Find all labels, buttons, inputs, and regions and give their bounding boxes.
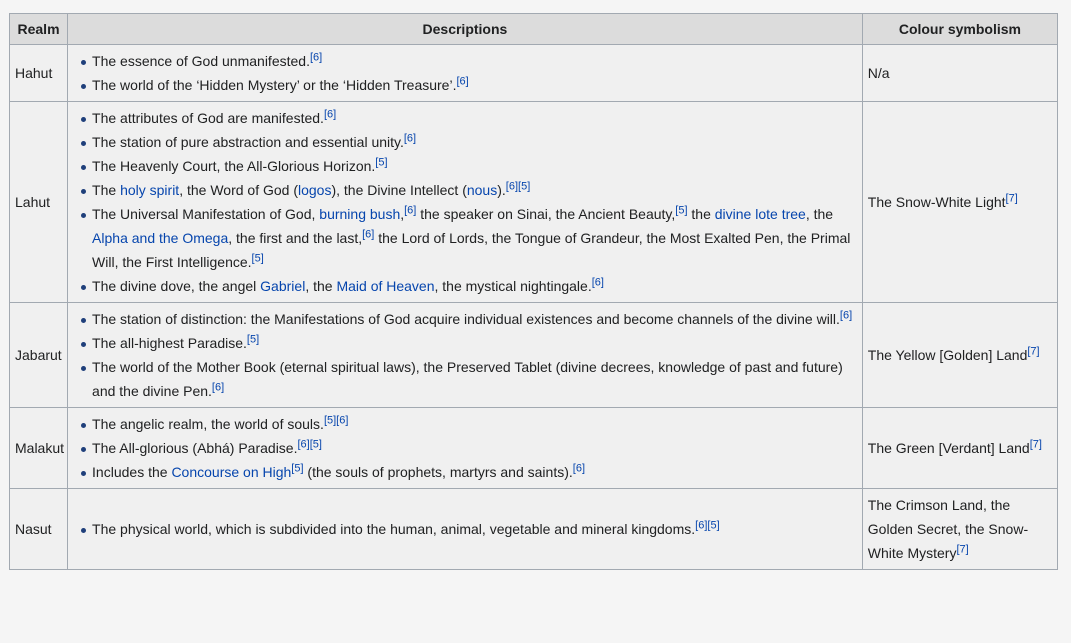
descriptions-cell — [68, 45, 863, 102]
citation — [707, 519, 719, 531]
citation-link[interactable]: [5] — [675, 204, 688, 217]
list-item — [92, 307, 857, 331]
text-segment: the Lord of Lords, the Tongue of Grandeur, the Most Exalted Pen, the Primal Will, the First Intelligence. — [92, 230, 851, 270]
text-segment: The station of distinction: the Manifestations of God acquire individual existences and become channels of the divine will. — [92, 311, 840, 327]
citation — [291, 462, 303, 474]
citation — [252, 252, 264, 264]
list-item — [92, 355, 857, 403]
citation-link[interactable]: [7] — [956, 543, 969, 556]
wiki-link[interactable]: Alpha and the Omega — [92, 230, 229, 246]
citation-link[interactable]: [7] — [1029, 438, 1042, 451]
citation — [336, 414, 348, 426]
table-row — [10, 102, 1058, 303]
list-item — [92, 106, 857, 130]
citation — [675, 204, 687, 216]
text-segment: The All-glorious (Abhá) Paradise. — [92, 440, 298, 456]
citation — [247, 333, 259, 345]
descriptions-cell — [68, 303, 863, 408]
text-segment: The physical world, which is subdivided into the human, animal, vegetable and mineral kingdoms. — [92, 521, 696, 537]
citation-link[interactable]: [6] — [211, 381, 225, 394]
colour-cell — [862, 408, 1057, 489]
text-segment: , the — [805, 206, 834, 222]
citation-link[interactable]: [6] — [309, 51, 323, 64]
citation-link[interactable]: [6] — [323, 108, 337, 121]
text-segment: The Yellow [Golden] Land — [867, 347, 1028, 363]
citation-link[interactable]: [6] — [505, 180, 519, 193]
citation-link[interactable]: [6] — [336, 414, 349, 427]
wiki-link[interactable]: Concourse on High — [171, 464, 292, 480]
text-segment: , the mystical nightingale. — [434, 278, 592, 294]
text-segment: The station of pure abstraction and essential unity. — [92, 134, 404, 150]
citation-link[interactable]: [6] — [572, 462, 585, 475]
list-item — [92, 412, 857, 436]
citation — [840, 309, 852, 321]
wiki-link[interactable]: Gabriel — [260, 278, 306, 294]
citation-link[interactable]: [5] — [291, 462, 304, 475]
header-realm: Realm — [10, 14, 68, 45]
text-segment: The Green [Verdant] Land — [867, 440, 1030, 456]
text-segment: The attributes of God are manifested. — [92, 110, 324, 126]
citation — [310, 51, 322, 63]
citation — [404, 204, 416, 216]
citation-link[interactable]: [6] — [695, 519, 708, 532]
citation-link[interactable]: [5] — [246, 333, 260, 346]
list-item — [92, 436, 857, 460]
citation — [212, 381, 224, 393]
citation-link[interactable]: [6] — [839, 309, 853, 322]
realm-cell: Nasut — [10, 489, 68, 570]
citation — [1006, 192, 1018, 204]
citation — [297, 438, 309, 450]
wiki-link[interactable]: burning bush — [319, 206, 401, 222]
citation-link[interactable]: [5] — [375, 156, 388, 169]
text-segment: , the first and the last, — [228, 230, 363, 246]
list-item — [92, 154, 857, 178]
colour-cell — [862, 102, 1057, 303]
header-colour-symbolism: Colour symbolism — [862, 14, 1057, 45]
citation — [1030, 438, 1042, 450]
citation — [324, 108, 336, 120]
text-segment: The world of the ‘Hidden Mystery’ or the ‘Hidden Treasure’. — [92, 77, 457, 93]
citation — [362, 228, 374, 240]
text-segment: The Universal Manifestation of God, — [92, 206, 320, 222]
text-segment: The angelic realm, the world of souls. — [92, 416, 324, 432]
list-item — [92, 49, 857, 73]
citation — [456, 75, 468, 87]
list-item — [92, 460, 857, 484]
descriptions-cell — [68, 102, 863, 303]
citation-link[interactable]: [7] — [1027, 345, 1040, 358]
text-segment: , the — [305, 278, 337, 294]
citation — [518, 180, 530, 192]
colour-cell — [862, 489, 1057, 570]
text-segment: ). — [497, 182, 506, 198]
text-segment: The all-highest Paradise. — [92, 335, 247, 351]
text-segment: ), the Divine Intellect ( — [331, 182, 467, 198]
text-segment: N/a — [867, 65, 890, 81]
realm-cell: Malakut — [10, 408, 68, 489]
citation — [573, 462, 585, 474]
description-list — [73, 412, 857, 484]
citation — [506, 180, 518, 192]
descriptions-cell — [68, 489, 863, 570]
text-segment: The Crimson Land, the Golden Secret, the Snow-White Mystery — [867, 497, 1029, 561]
citation-link[interactable]: [6] — [404, 204, 417, 217]
text-segment: The Snow-White Light — [867, 194, 1006, 210]
description-list — [73, 106, 857, 298]
citation — [310, 438, 322, 450]
text-segment: The — [92, 182, 121, 198]
table-row — [10, 489, 1058, 570]
citation — [324, 414, 336, 426]
citation-link[interactable]: [6] — [456, 75, 469, 88]
description-list — [73, 307, 857, 403]
realm-cell: Jabarut — [10, 303, 68, 408]
wiki-link[interactable]: holy spirit — [120, 182, 180, 198]
citation — [375, 156, 387, 168]
citation-link[interactable]: [5] — [309, 438, 322, 451]
table-body — [10, 45, 1058, 570]
realms-table — [9, 13, 1058, 570]
text-segment: The Heavenly Court, the All-Glorious Horizon. — [92, 158, 376, 174]
citation-link[interactable]: [5] — [323, 414, 337, 427]
citation — [1027, 345, 1039, 357]
colour-cell — [862, 45, 1057, 102]
table-row — [10, 408, 1058, 489]
citation-link[interactable]: [6] — [591, 276, 604, 289]
wiki-link[interactable]: divine lote tree — [714, 206, 806, 222]
citation-link[interactable]: [5] — [707, 519, 720, 532]
table-row — [10, 303, 1058, 408]
citation-link[interactable]: [7] — [1005, 192, 1018, 205]
citation — [695, 519, 707, 531]
list-item — [92, 274, 857, 298]
wiki-link[interactable]: nous — [466, 182, 498, 198]
text-segment: the — [687, 206, 715, 222]
wiki-link[interactable]: Maid of Heaven — [336, 278, 435, 294]
table-row — [10, 45, 1058, 102]
list-item — [92, 73, 857, 97]
citation-link[interactable]: [6] — [362, 228, 375, 241]
text-segment: , the Word of God ( — [179, 182, 298, 198]
citation-link[interactable]: [6] — [403, 132, 417, 145]
list-item — [92, 331, 857, 355]
text-segment: The essence of God unmanifested. — [92, 53, 310, 69]
text-segment: (the souls of prophets, martyrs and saints). — [303, 464, 573, 480]
citation — [404, 132, 416, 144]
description-list — [73, 49, 857, 97]
wiki-link[interactable]: logos — [298, 182, 332, 198]
description-list — [73, 517, 857, 541]
citation-link[interactable]: [5] — [518, 180, 531, 193]
header-descriptions: Descriptions — [68, 14, 863, 45]
citation — [592, 276, 604, 288]
realm-cell: Hahut — [10, 45, 68, 102]
text-segment: The divine dove, the angel — [92, 278, 261, 294]
list-item — [92, 178, 857, 202]
text-segment: The world of the Mother Book (eternal spiritual laws), the Preserved Tablet (divine decrees, knowledge of past and future) and the divine Pen. — [92, 359, 843, 399]
realm-cell: Lahut — [10, 102, 68, 303]
list-item — [92, 517, 857, 541]
citation — [956, 543, 968, 555]
list-item — [92, 202, 857, 274]
text-segment: , — [400, 206, 405, 222]
colour-cell — [862, 303, 1057, 408]
descriptions-cell — [68, 408, 863, 489]
text-segment: Includes the — [92, 464, 172, 480]
header-row — [10, 14, 1058, 45]
list-item — [92, 130, 857, 154]
text-segment: the speaker on Sinai, the Ancient Beauty, — [416, 206, 676, 222]
citation-link[interactable]: [6] — [297, 438, 310, 451]
citation-link[interactable]: [5] — [251, 252, 264, 265]
